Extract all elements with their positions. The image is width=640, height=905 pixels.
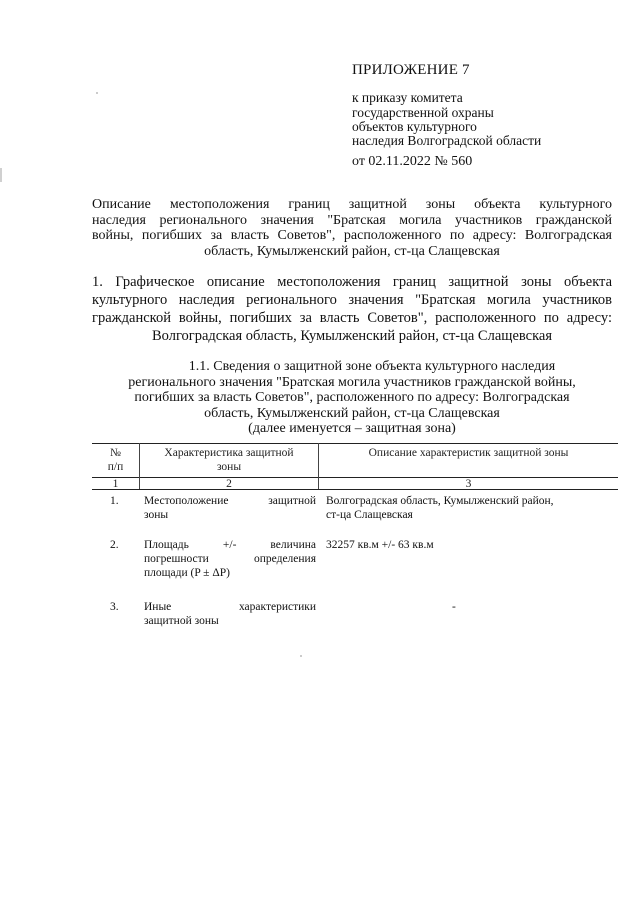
section-1-line: 1. Графическое описание местоположения границ защитной зоны объекта	[92, 274, 612, 290]
column-number: 2	[226, 478, 232, 490]
section-1-1-heading	[92, 359, 612, 437]
column-number: 1	[112, 478, 119, 490]
description-block	[92, 197, 612, 259]
appendix-line: наследия Волгоградской области	[352, 133, 542, 148]
row-description	[452, 600, 472, 614]
section-1-1-line: регионального значения "Братская могила участников гражданской войны,	[128, 374, 576, 390]
appendix-line: объектов культурного	[352, 119, 477, 134]
row-characteristic-line: зоны	[144, 509, 169, 521]
row-number: 1.	[110, 495, 119, 507]
header-description: Описание характеристик защитной зоны	[368, 447, 569, 459]
description-line: наследия регионального значения "Братская могила участников гражданской	[92, 212, 612, 228]
section-1-1-line: (далее именуется – защитная зона)	[248, 421, 456, 436]
appendix-line: к приказу комитета	[352, 90, 463, 105]
description-line: область, Кумылженский район, ст-ца Слащевская	[204, 243, 500, 259]
section-1-1-line: погибших за власть Советов", расположенного по адресу: Волгоградская	[134, 390, 570, 405]
row-description-line: Волгоградская область, Кумылженский район,	[326, 495, 554, 507]
section-1-line: культурного наследия регионального значения "Братская могила участников	[92, 292, 612, 308]
table-top-border	[92, 443, 618, 444]
section-1-1-line: область, Кумылженский район, ст-ца Слащевская	[204, 405, 500, 421]
row-characteristic	[144, 538, 316, 580]
row-description	[326, 538, 606, 552]
appendix-date: от 02.11.2022 № 560	[352, 154, 473, 169]
appendix-line: государственной охраны	[352, 105, 494, 120]
row-characteristic	[144, 494, 316, 522]
row-characteristic-line: Иные характеристики	[144, 601, 316, 613]
section-1-1-line: 1.1. Сведения о защитной зоне объекта культурного наследия	[188, 359, 556, 374]
scan-speck	[300, 655, 302, 657]
scan-edge-mark	[0, 168, 2, 182]
header-characteristic	[140, 446, 318, 474]
header-characteristic-line: Характеристика защитной	[164, 447, 294, 459]
header-num-line: п/п	[107, 461, 124, 473]
row-characteristic-line: площади (P ± ΔP)	[144, 567, 230, 579]
row-characteristic-line: Местоположение защитной	[144, 495, 316, 507]
header-num-line: №	[110, 447, 121, 459]
scan-speck	[96, 92, 98, 94]
section-1-heading	[92, 273, 612, 345]
row-description	[326, 494, 606, 522]
row-description-line: 32257 кв.м +/- 63 кв.м	[326, 539, 434, 551]
header-characteristic-line: зоны	[216, 461, 242, 473]
description-line: войны, погибших за власть Советов", расположенного по адресу: Волгоградская	[92, 228, 612, 243]
description-line: Описание местоположения границ защитной зоны объекта культурного	[92, 197, 612, 212]
row-characteristic-line: Площадь +/- величина	[144, 539, 316, 551]
header-num	[92, 446, 139, 474]
row-characteristic-line: защитной зоны	[144, 615, 219, 627]
appendix-title: ПРИЛОЖЕНИЕ 7	[352, 62, 470, 78]
row-number: 3.	[110, 601, 119, 613]
section-1-line: Волгоградская область, Кумылженский район, ст-ца Слащевская	[151, 328, 553, 344]
row-characteristic	[144, 600, 316, 628]
row-description-line: ст-ца Слащевская	[326, 509, 413, 521]
column-number: 3	[465, 478, 472, 490]
row-description-line: -	[452, 601, 456, 613]
row-number: 2.	[110, 539, 119, 551]
row-characteristic-line: погрешности определения	[144, 553, 316, 565]
section-1-line: гражданской войны, погибших за власть Советов", расположенного по адресу:	[92, 310, 612, 326]
